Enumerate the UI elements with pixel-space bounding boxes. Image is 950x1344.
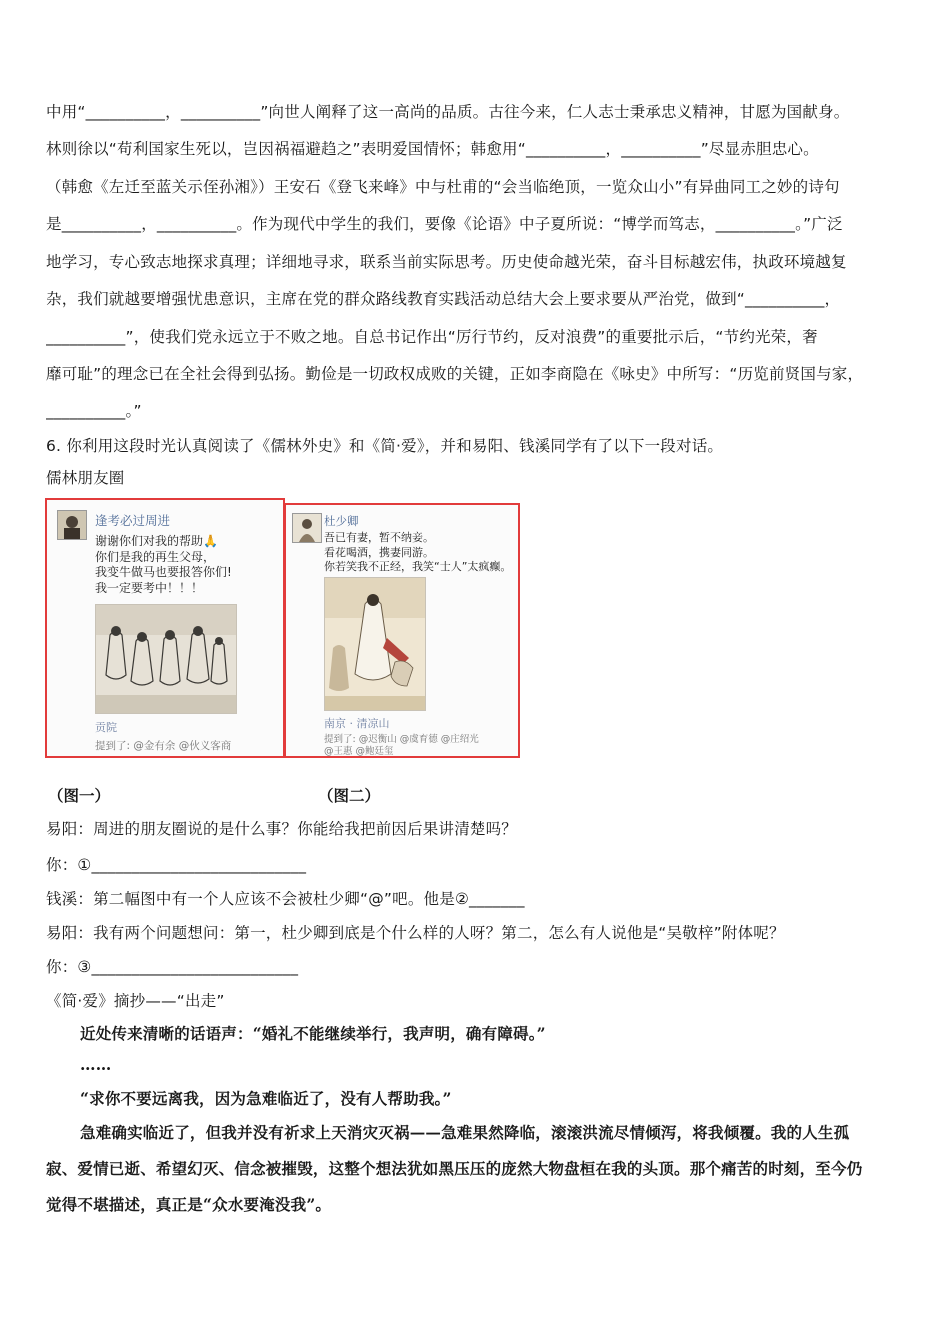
avatar (57, 510, 87, 540)
excerpt-line: 觉得不堪描述，真正是“众水要淹没我”。 (46, 1195, 332, 1214)
dialogue-line: 易阳：我有两个问题想问：第一，杜少卿到底是个什么样的人呀？第二，怎么有人说他是“吴敬梓”附体呢？ (46, 924, 785, 942)
question-6: 6. 你利用这段时光认真阅读了《儒林外史》和《简·爱》，并和易阳、钱溪同学有了以下一段对话。 (46, 437, 724, 455)
user-name: 逢考必过周进 (95, 513, 171, 528)
post-text: 谢谢你们对我的帮助🙏 你们是我的再生父母， 我变牛做马也要报答你们! 我一定要考中！！！ (95, 534, 232, 595)
post-mentions: 提到了: @金有余 @伙义客商 (95, 740, 232, 752)
paragraph-line: 林则徐以“苟利国家生死以，岂因祸福避趋之”表明爱国情怀；韩愈用“__________，__________”尽显赤胆忠心。 (46, 140, 819, 158)
answer-line: 你：①___________________________ (46, 856, 307, 874)
excerpt-line: 近处传来清晰的话语声：“婚礼不能继续举行，我声明，确有障碍。” (80, 1024, 546, 1043)
paragraph-line: 是__________，__________。作为现代中学生的我们，要像《论语》中子夏所说：“博学而笃志，__________。”广泛 (46, 215, 843, 233)
paragraph-line: 中用“__________，__________”向世人阐释了这一高尚的品质。古往今来，仁人志士秉承忠义精神，甘愿为国献身。 (46, 103, 850, 121)
post-image (324, 577, 426, 711)
moments-card-2 (284, 503, 520, 758)
paragraph-line: （韩愈《左迁至蓝关示侄孙湘》）王安石《登飞来峰》中与杜甫的“会当临绝顶，一览众山小”有异曲同工之妙的诗句 (46, 178, 840, 196)
figure-caption-1: （图一） (48, 787, 111, 805)
post-mentions: 提到了: @迟衡山 @虞育德 @庄绍光 (324, 734, 479, 745)
section-title: 儒林朋友圈 (46, 469, 125, 487)
paragraph-line: 地学习，专心致志地探求真理；详细地寻求，联系当前实际思考。历史使命越光荣，奋斗目标越宏伟，执政环境越复 (46, 253, 847, 271)
excerpt-line: 寂、爱情已逝、希望幻灭、信念被摧毁，这整个想法犹如黑压压的庞然大物盘桓在我的头顶。那个痛苦的时刻，至今仍 (46, 1159, 863, 1178)
dialogue-line: 钱溪：第二幅图中有一个人应该不会被杜少卿“@”吧。他是②_______ (46, 890, 525, 908)
avatar (292, 513, 322, 543)
excerpt-title: 《简·爱》摘抄——“出走” (46, 992, 225, 1010)
excerpt-line: …… (80, 1055, 112, 1074)
post-text: 吾已有妻，暂不纳妾。 看花喝酒，携妻同游。 你若笑我不正经，我笑“士人”太疯癫。 (324, 531, 512, 573)
excerpt-line: “求你不要远离我，因为急难临近了，没有人帮助我。” (80, 1089, 452, 1108)
post-image (95, 604, 237, 714)
user-name: 杜少卿 (324, 514, 359, 528)
figure-caption-2: （图二） (318, 787, 381, 805)
paragraph-line: __________”，使我们党永远立于不败之地。自总书记作出“厉行节约，反对浪费”的重要批示后，“节约光荣，奢 (46, 328, 818, 346)
paragraph-line: 靡可耻”的理念已在全社会得到弘扬。勤俭是一切政权成败的关键，正如李商隐在《咏史》中所写：“历览前贤国与家， (46, 365, 864, 383)
post-location: 南京 · 清凉山 (324, 717, 390, 730)
answer-line: 你：③__________________________ (46, 958, 299, 976)
post-location: 贡院 (95, 721, 117, 734)
post-mentions: @王惠 @鲍廷玺 (324, 746, 394, 757)
moments-card-1 (45, 498, 285, 758)
paragraph-line: 杂，我们就越要增强忧患意识，主席在党的群众路线教育实践活动总结大会上要求要从严治党，做到“__________， (46, 290, 841, 308)
excerpt-line: 急难确实临近了，但我并没有祈求上天消灾灭祸——急难果然降临，滚滚洪流尽情倾泻，将我倾覆。我的人生孤 (80, 1123, 850, 1142)
dialogue-line: 易阳：周进的朋友圈说的是什么事？你能给我把前因后果讲清楚吗？ (46, 820, 518, 838)
paragraph-line: __________。” (46, 402, 142, 420)
